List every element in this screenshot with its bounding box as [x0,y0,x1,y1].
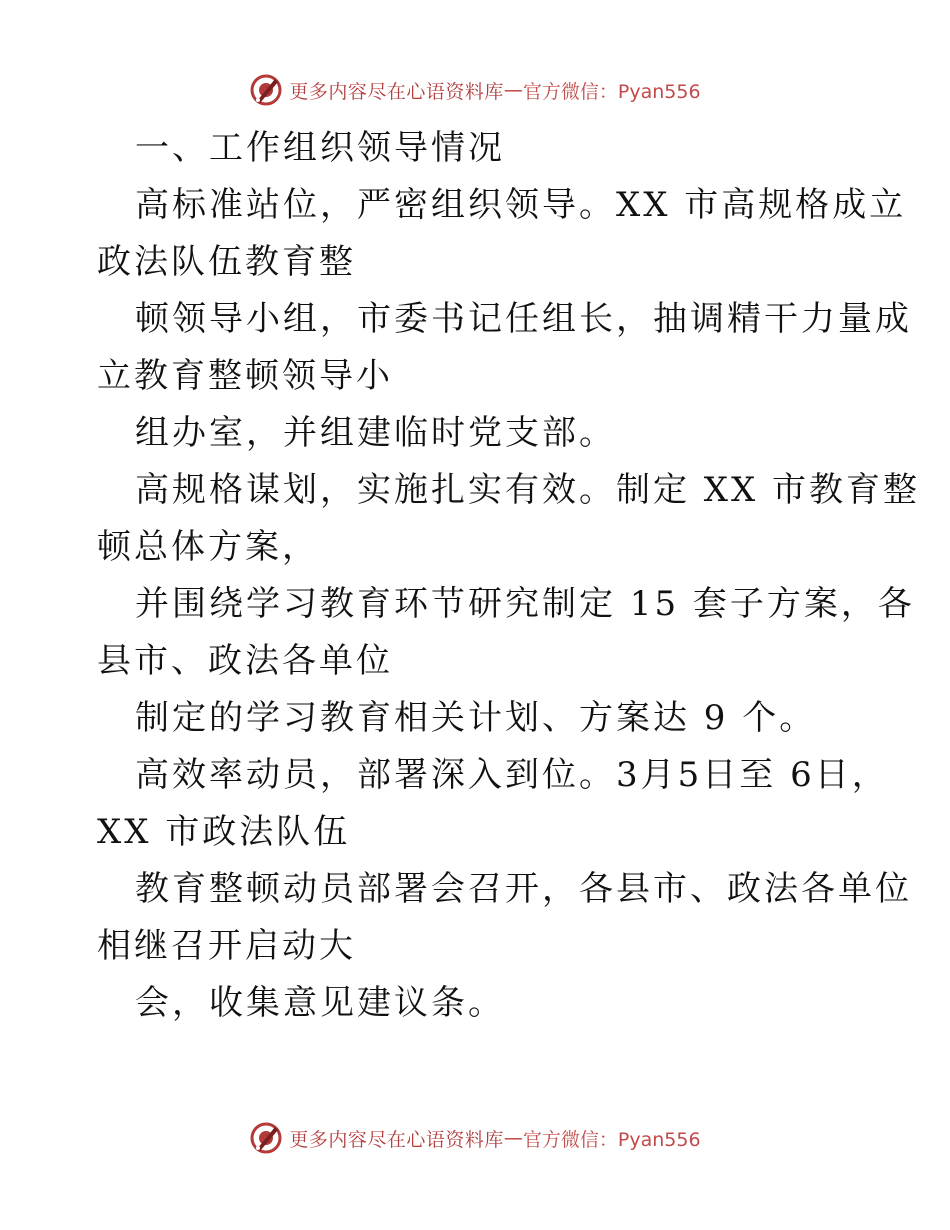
banner-wechat: 官方微信：Pyan556 [522,1128,701,1151]
text-line: 高效率动员，部署深入到位。3月5日至 6日， [135,755,889,795]
text-line: 相继召开启动大 [97,926,356,966]
quill-logo-icon [249,1121,283,1155]
banner-text: 更多内容尽在心语资料库 [289,1128,504,1151]
text-line: 顿总体方案， [97,527,319,567]
text-line: 教育整顿动员部署会召开，各县市、政法各单位 [135,869,912,909]
document-body [97,120,921,1032]
footer-banner [0,1118,950,1158]
text-line: 顿领导小组，市委书记任组长，抽调精干力量成 [135,299,912,339]
text-line: 会，收集意见建议条。 [135,983,505,1023]
banner-separator: — [503,79,523,101]
header-banner [0,70,950,110]
quill-logo-icon [249,73,283,107]
banner-text: 更多内容尽在心语资料库 [289,80,504,103]
text-line: 一、工作组织领导情况 [135,128,505,168]
text-line: 政法队伍教育整 [97,242,356,282]
text-line: XX 市政法队伍 [97,812,351,852]
text-line: 制定的学习教育相关计划、方案达 9 个。 [135,698,817,738]
text-line: 高标准站位，严密组织领导。XX 市高规格成立 [135,185,907,225]
text-line: 县市、政法各单位 [97,641,393,681]
text-line: 立教育整顿领导小 [97,356,393,396]
banner-wechat: 官方微信：Pyan556 [522,80,701,103]
banner-separator: — [503,1127,523,1149]
text-line: 组办室，并组建临时党支部。 [135,413,616,453]
text-line: 高规格谋划，实施扎实有效。制定 XX 市教育整 [135,470,921,510]
text-line: 并围绕学习教育环节研究制定 15 套子方案，各 [135,584,915,624]
